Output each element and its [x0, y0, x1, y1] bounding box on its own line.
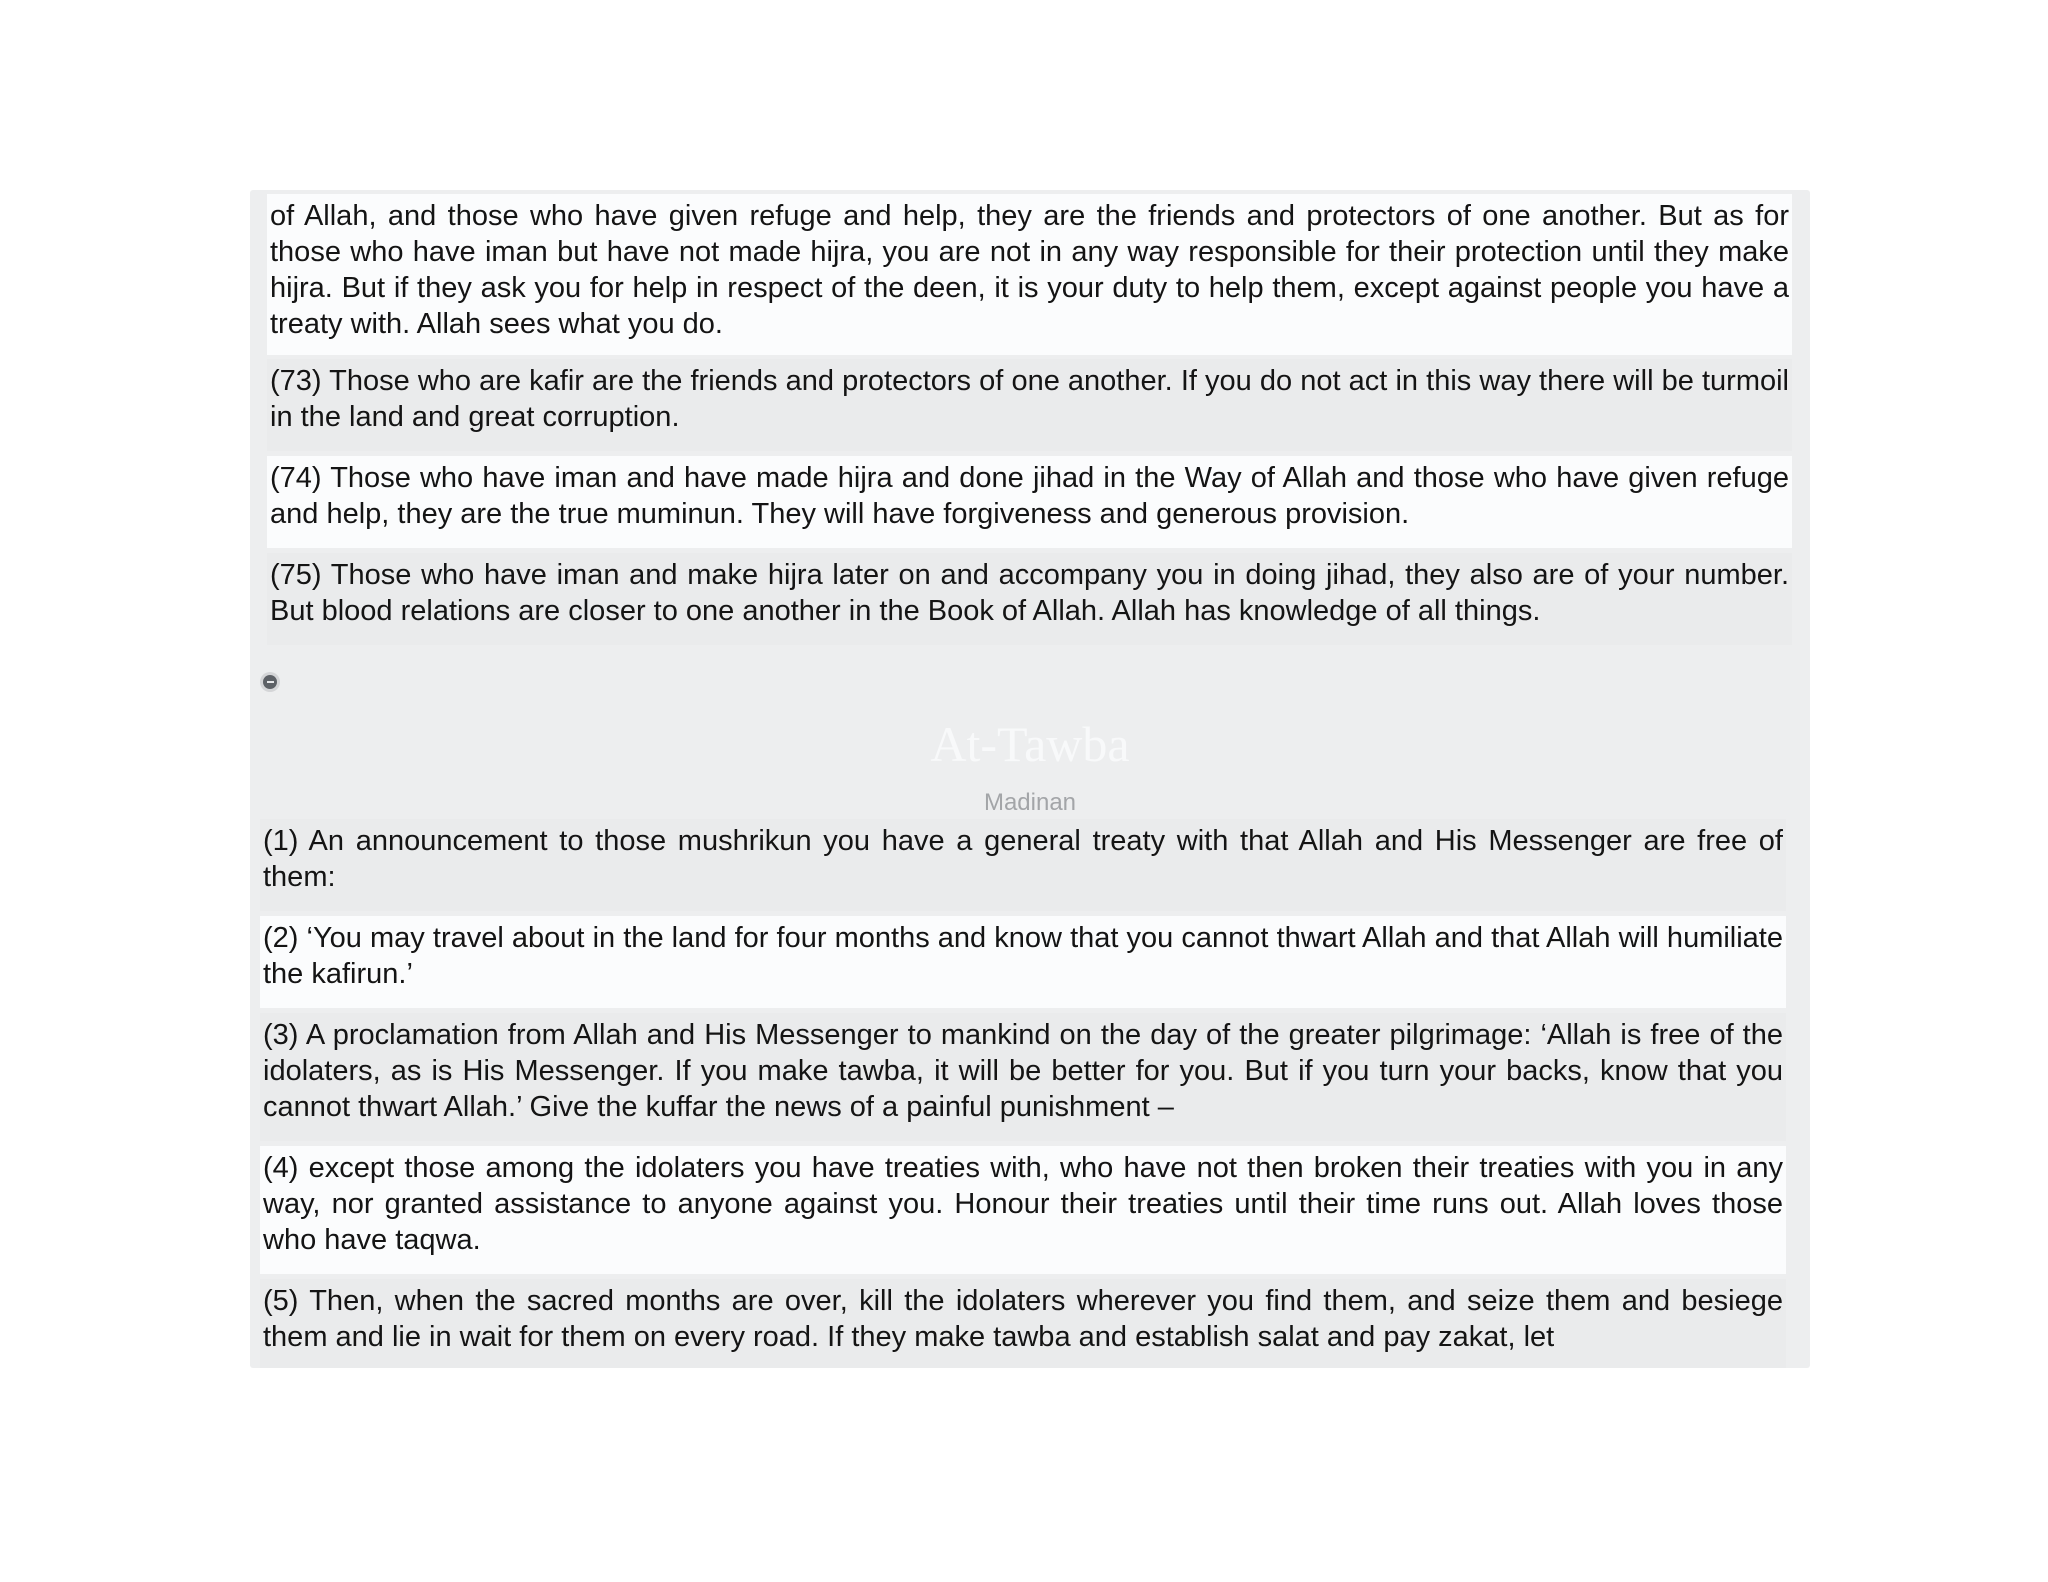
surah-title: At-Tawba	[930, 716, 1130, 772]
verse-74: (74) Those who have iman and have made hijra and done jihad in the Way of Allah and those who have given refuge and help, they are the true muminun. They will have forgiveness and generous provision.	[267, 456, 1792, 548]
verse-1: (1) An announcement to those mushrikun you have a general treaty with that Allah and His Messenger are free of them:	[260, 819, 1786, 911]
verse-75: (75) Those who have iman and make hijra later on and accompany you in doing jihad, they also are of your number. But blood relations are closer to one another in the Book of Allah. Allah has knowledge of all things.	[267, 553, 1792, 645]
verse-3: (3) A proclamation from Allah and His Messenger to mankind on the day of the greater pilgrimage: ‘Allah is free of the idolaters, as is His Messenger. If you make tawba, it will be better for you. But if you turn your backs, know that you cannot thwart Allah.’ Give the kuffar the news of a painful punishment –	[260, 1013, 1786, 1141]
reader-panel	[250, 190, 1810, 1368]
verse-2: (2) ‘You may travel about in the land for four months and know that you cannot thwart Allah and that Allah will humiliate the kafirun.’	[260, 916, 1786, 1008]
surah-revelation-type: Madinan	[983, 789, 1077, 816]
verse-4: (4) except those among the idolaters you have treaties with, who have not then broken their treaties with you in any way, nor granted assistance to anyone against you. Honour their treaties until their time runs out. Allah loves those who have taqwa.	[260, 1146, 1786, 1274]
verse-72-continued: of Allah, and those who have given refuge and help, they are the friends and protectors of one another. But as for those who have iman but have not made hijra, you are not in any way responsible for their protection until they make hijra. But if they ask you for help in respect of the deen, it is your duty to help them, except against people you have a treaty with. Allah sees what you do.	[267, 194, 1792, 355]
minus-circle-icon	[263, 675, 277, 689]
verse-5: (5) Then, when the sacred months are over, kill the idolaters wherever you find them, and seize them and besiege them and lie in wait for them on every road. If they make tawba and establish salat and pay zakat, let	[260, 1279, 1786, 1368]
verse-73: (73) Those who are kafir are the friends and protectors of one another. If you do not act in this way there will be turmoil in the land and great corruption.	[267, 359, 1792, 451]
collapse-toggle-button[interactable]	[260, 672, 280, 692]
